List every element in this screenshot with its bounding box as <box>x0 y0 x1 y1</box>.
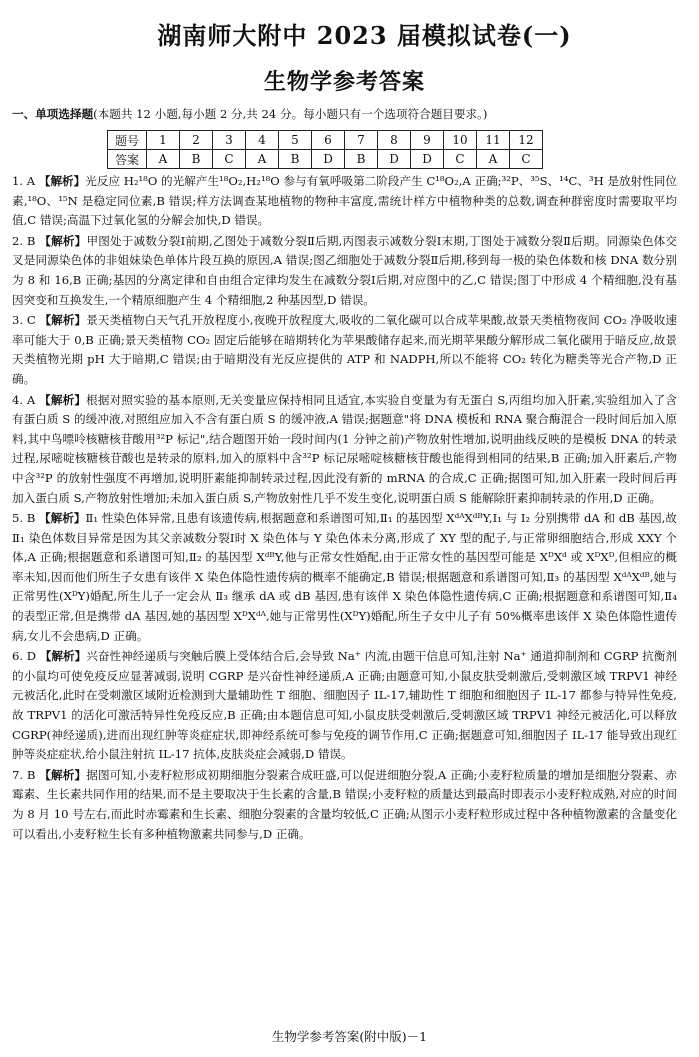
table-cell: D <box>312 150 345 169</box>
question-number: 4. A <box>12 392 36 407</box>
table-cell: C <box>213 150 246 169</box>
table-cell: 9 <box>411 131 444 150</box>
table-cell: 5 <box>279 131 312 150</box>
table-header-cell: 题号 <box>108 131 147 150</box>
table-cell: 1 <box>147 131 180 150</box>
table-cell: 6 <box>312 131 345 150</box>
analysis-tag: 【解析】 <box>39 313 87 328</box>
table-cell: 11 <box>477 131 510 150</box>
question-explanation <box>12 311 677 389</box>
explanation-text: Ⅱ₁ 性染色体异常,且患有该遗传病,根据题意和系谱图可知,Ⅱ₁ 的基因型 XᵈᴬXᵈᴮY,Ⅰ₁ 与 Ⅰ₂ 分别携带 dA 和 dB 基因,故 Ⅱ₁ 染色体数目异常是因为其父亲减数分裂Ⅰ时 X 染色体与 Y 染色体未分离,形成了 XY 型的配子,与正常卵细胞结合,形成 XXY 个体,A 正确;根据题意和系谱图可知,Ⅱ₂ 的基因型 XᵈᴮY,他与正常女性婚配,由于正常女性的基因型可能是 XᴰXᵈ 或 XᴰXᴰ,但相应的概率未知,因而他们所生子女患有该伴 X 染色体隐性遗传病的概率不能确定,B 错误;根据题意和系谱图可知,Ⅱ₃ 的基因型 XᵈᴬXᵈᴮ,她与正常男性(XᴰY)婚配,所生儿子一定会从 Ⅱ₃ 继承 dA 或 dB 基因,患有该伴 X 染色体隐性遗传病,C 正确;根据题意和系谱图可知,Ⅱ₄ 的表型正常,但是携带 dA 基因,她的基因型 XᴰXᵈᴬ,她与正常男性(XᴰY)婚配,所生子女中儿子有 50%概率患该伴 X 染色体隐性遗传病,女儿不会患病,D 正确。 <box>12 511 677 643</box>
table-cell: C <box>510 150 543 169</box>
question-number: 3. C <box>12 313 36 328</box>
table-cell: 8 <box>378 131 411 150</box>
table-header-cell: 答案 <box>108 150 147 169</box>
document-subtitle: 生物学参考答案 <box>263 69 425 95</box>
table-cell: 2 <box>180 131 213 150</box>
question-explanation <box>12 232 677 310</box>
table-row-answers <box>108 150 543 169</box>
table-cell: B <box>279 150 312 169</box>
table-cell: B <box>180 150 213 169</box>
analysis-tag: 【解析】 <box>39 511 86 526</box>
question-number: 1. A <box>12 174 36 188</box>
question-number: 7. B <box>12 767 36 782</box>
question-explanation <box>12 172 677 231</box>
section-description: (本题共 12 小题,每小题 2 分,共 24 分。每小题只有一个选项符合题目要求。) <box>93 107 488 121</box>
question-explanation <box>12 647 677 765</box>
table-cell: A <box>477 150 510 169</box>
analysis-tag: 【解析】 <box>39 649 87 664</box>
table-cell: 12 <box>510 131 543 150</box>
question-number: 6. D <box>12 649 37 664</box>
table-cell: 7 <box>345 131 378 150</box>
section-title: 一、单项选择题 <box>12 107 94 121</box>
question-explanation <box>12 509 677 646</box>
table-cell: 3 <box>213 131 246 150</box>
question-number: 2. B <box>12 233 36 248</box>
table-cell: A <box>147 150 180 169</box>
question-explanation <box>12 766 677 844</box>
table-cell: D <box>378 150 411 169</box>
table-cell: D <box>411 150 444 169</box>
section-heading <box>12 106 677 122</box>
analysis-tag: 【解析】 <box>38 174 86 188</box>
explanation-text: 兴奋性神经递质与突触后膜上受体结合后,会导致 Na⁺ 内流,由题干信息可知,注射 Na⁺ 通道抑制剂和 CGRP 抗衡剂的小鼠均可使免疫反应显著减弱,说明 CGRP 是兴奋性神经递质,A 正确;由题意可知,小鼠皮肤受刺激后,受刺激区域 TRPV1 神经元被活化,此时在受刺激区域附近检测到大量辅助性 T 细胞、细胞因子 IL-17,辅助性 T 细胞和细胞因子 IL-17 都参与特异性免疫,故 TRPV1 的活化可激活特异性免疫反应,B 正确;由本题信息可知,小鼠皮肤受刺激后,受刺激区域 TRPV1 神经元被活化,可以释放 CGRP(神经递质),进而出现红肿等炎症症状,即神经系统可参与免疫的调节作用,C 正确;据题意可知,细胞因子 IL-17 能导致出现红肿等炎症症状,给小鼠注射抗 IL-17 抗体,皮肤炎症会减弱,D 错误。 <box>12 649 678 762</box>
answer-table <box>107 130 543 169</box>
answer-explanations <box>12 172 677 844</box>
explanation-text: 根据对照实验的基本原则,无关变量应保持相同且适宜,本实验自变量为有无蛋白 S,丙组均加入肝素,实验组加入了含有蛋白质 S 的缓冲液,对照组应加入不含有蛋白质 S 的缓冲液,A 错误;据题意"将 DNA 模板和 RNA 聚合酶混合一段时间后加入原料,其中鸟嘌呤核糖核苷酸用³²P 标记",结合题图开始一段时间内(1 分钟之前)产物放射性增加,说明曲线反映的是模板 DNA 的转录过程,尿嘧啶核糖核苷酸也是转录的原料,加入的原料中含³²P 标记尿嘧啶核糖核苷酸也能得到相同的结果,B 正确;加入肝素后,产物中含³²P 的放射性强度不再增加,说明肝素能抑制转录过程,因此没有新的 mRNA 的合成,C 正确;据图可知,加入肝素一段时间后再加入蛋白质 S,产物放射性增加;未加入蛋白质 S,产物放射性几乎不发生变化,说明蛋白质 S 能解除肝素抑制转录的作用,D 正确。 <box>12 392 677 505</box>
table-row-numbers <box>108 131 543 150</box>
question-explanation <box>12 391 677 509</box>
explanation-text: 甲图处于减数分裂Ⅰ前期,乙图处于减数分裂Ⅱ后期,丙图表示减数分裂Ⅰ末期,丁图处于减数分裂Ⅱ后期。同源染色体交叉是同源染色体的非姐妹染色单体片段互换的原因,A 错误;图乙细胞处于减数分裂Ⅱ后期,移到每一极的染色体数和核 DNA 数分别为 8 和 16,B 正确;基因的分离定律和自由组合定律均发生在减数分裂Ⅰ后期,对应图中的乙,C 错误;图丁中形成 4 个精细胞,没有基因突变和互换发生,一个精原细胞产生 4 个精细胞,2 种基因型,D 错误。 <box>12 233 677 307</box>
table-cell: A <box>246 150 279 169</box>
explanation-text: 光反应 H₂¹⁸O 的光解产生¹⁸O₂,H₂¹⁸O 参与有氧呼吸第二阶段产生 C¹⁸O₂,A 正确;³²P、³⁵S、¹⁴C、³H 是放射性同位素,¹⁸O、¹⁵N 是稳定同位素,B 错误;样方法调查某地植物的物种丰富度,需统计样方中植物种类的总数,调查种群密度时需要取平均值,C 错误;高温下过氧化氢的分解会加快,D 错误。 <box>12 174 677 228</box>
analysis-tag: 【解析】 <box>39 233 87 248</box>
analysis-tag: 【解析】 <box>39 392 87 407</box>
explanation-text: 据图可知,小麦籽粒形成初期细胞分裂素合成旺盛,可以促进细胞分裂,A 正确;小麦籽粒质量的增加是细胞分裂素、赤霉素、生长素共同作用的结果,而不是主要取决于生长素的含量,B 错误;小麦籽粒的质量达到最高时即表示小麦籽粒成熟,对应的时间为 8 月 10 号左右,而此时赤霉素和生长素、细胞分裂素的含量均较低,C 正确;从图示小麦籽粒形成过程中各种植物激素的含量变化可以看出,小麦籽粒生长有多种植物激素共同参与,D 正确。 <box>12 767 677 841</box>
table-cell: 10 <box>444 131 477 150</box>
question-number: 5. B <box>12 511 36 526</box>
table-cell: B <box>345 150 378 169</box>
table-cell: C <box>444 150 477 169</box>
explanation-text: 景天类植物白天气孔开放程度小,夜晚开放程度大,吸收的二氧化碳可以合成苹果酸,故景天类植物夜间 CO₂ 净吸收速率可能大于 0,B 正确;景天类植物 CO₂ 固定后能够在暗期转化为苹果酸储存起来,而光期苹果酸分解形成二氧化碳用于暗反应,故景天类植物光期 pH 大于暗期,C 错误;由于暗期没有光反应提供的 ATP 和 NADPH,所以不能将 CO₂ 转化为糖类等光合产物,D 正确。 <box>12 313 677 386</box>
document-title: 湖南师大附中 2023 届模拟试卷(一) <box>157 21 572 50</box>
table-cell: 4 <box>246 131 279 150</box>
analysis-tag: 【解析】 <box>39 767 87 782</box>
page-footer: 生物学参考答案(附中版)－1 <box>271 1029 428 1044</box>
